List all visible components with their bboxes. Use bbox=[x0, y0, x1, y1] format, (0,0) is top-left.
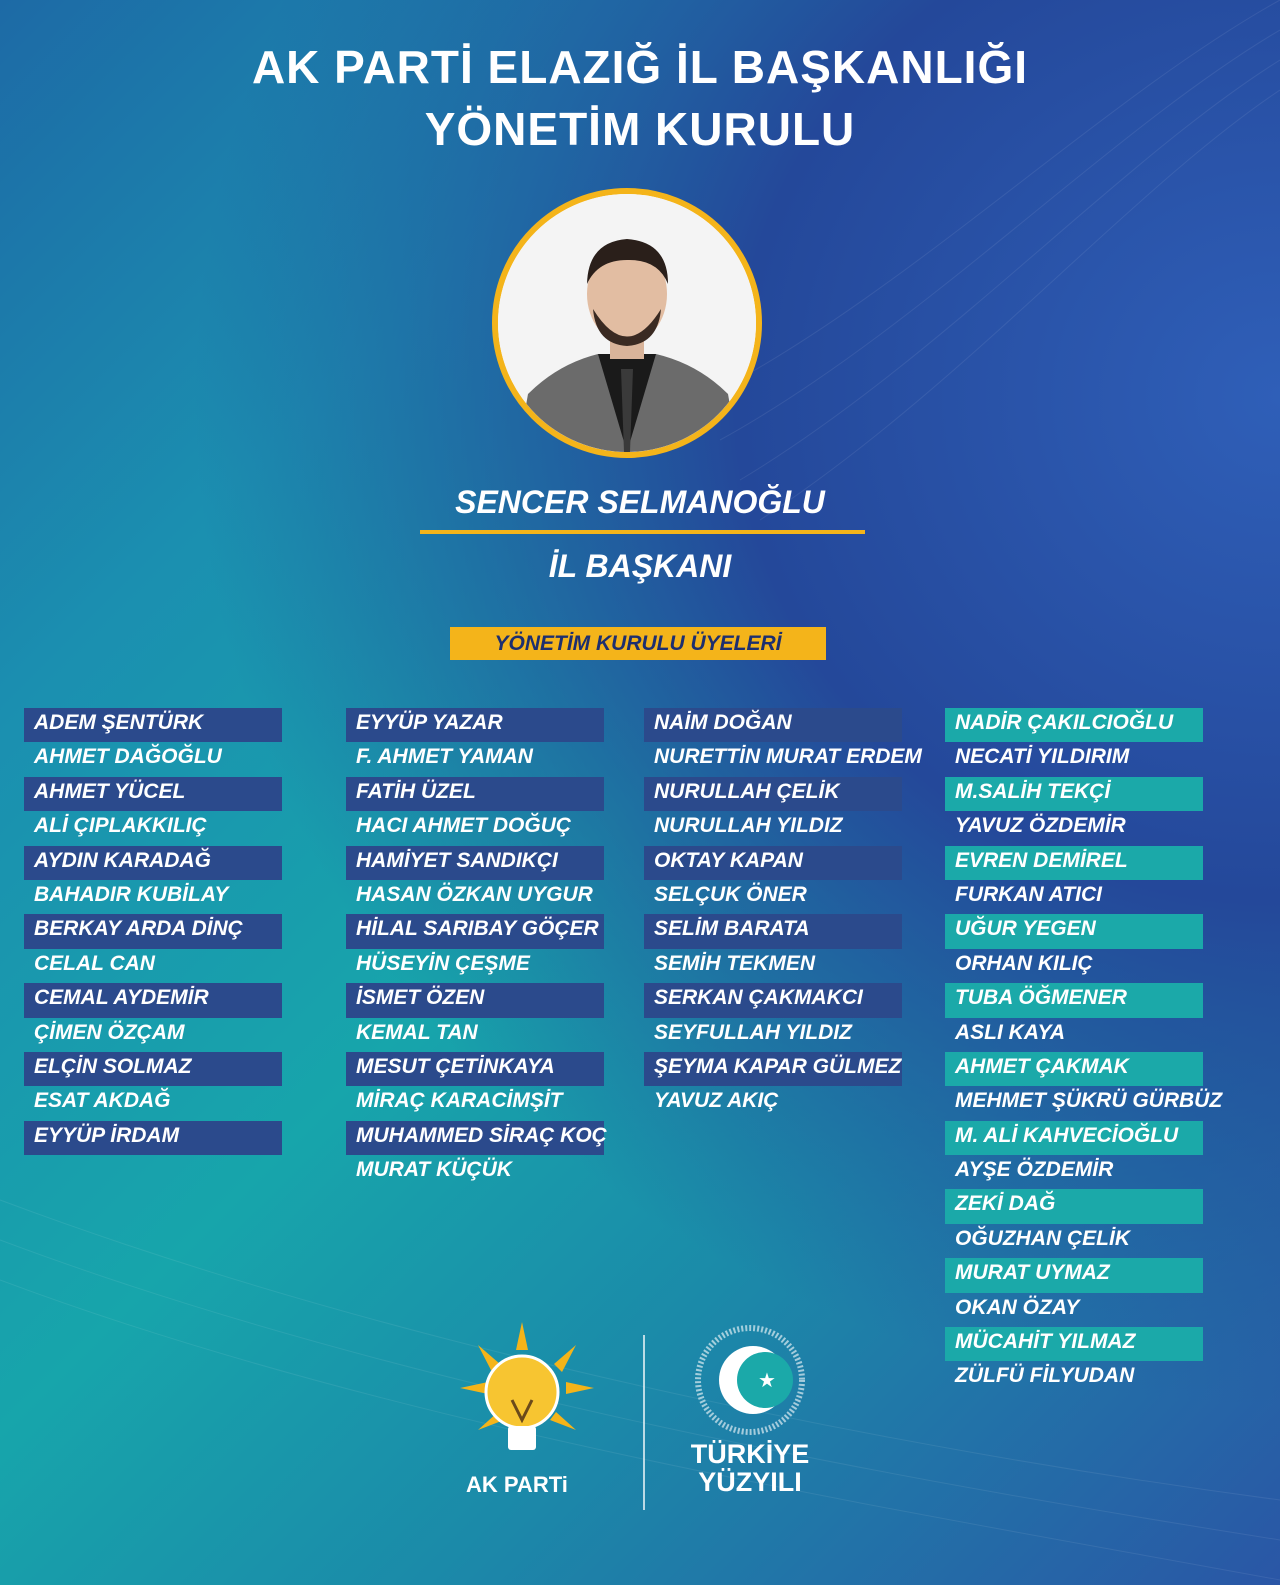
member-name: HİLAL SARIBAY GÖÇER bbox=[346, 914, 604, 948]
member-name: OĞUZHAN ÇELİK bbox=[955, 1226, 1130, 1250]
member-name: ASLI KAYA bbox=[955, 1020, 1066, 1044]
svg-text:★: ★ bbox=[758, 1370, 776, 1392]
member-name: MÜCAHİT YILMAZ bbox=[945, 1327, 1203, 1361]
member-name: ÇİMEN ÖZÇAM bbox=[34, 1020, 185, 1044]
member-name: TUBA ÖĞMENER bbox=[945, 983, 1203, 1017]
member-name: EYYÜP İRDAM bbox=[24, 1121, 282, 1155]
member-name: NURETTİN MURAT ERDEM bbox=[654, 745, 922, 769]
chair-role: İL BAŞKANI bbox=[548, 548, 732, 584]
member-name: YAVUZ AKIÇ bbox=[654, 1089, 779, 1113]
member-name: M.SALİH TEKÇİ bbox=[945, 777, 1203, 811]
member-name: HASAN ÖZKAN UYGUR bbox=[356, 882, 593, 906]
member-name: YAVUZ ÖZDEMİR bbox=[955, 814, 1126, 838]
member-name: MUHAMMED SİRAÇ KOÇ bbox=[346, 1121, 604, 1155]
member-name: ŞEYMA KAPAR GÜLMEZ bbox=[644, 1052, 902, 1086]
member-name: İSMET ÖZEN bbox=[346, 983, 604, 1017]
member-name: EVREN DEMİREL bbox=[945, 846, 1203, 880]
member-name: ELÇİN SOLMAZ bbox=[24, 1052, 282, 1086]
member-name: FURKAN ATICI bbox=[955, 882, 1102, 906]
turkiye-line-1: TÜRKİYE bbox=[690, 1439, 810, 1469]
member-name: HÜSEYİN ÇEŞME bbox=[356, 951, 530, 975]
member-name: BAHADIR KUBİLAY bbox=[34, 882, 229, 906]
member-name: EYYÜP YAZAR bbox=[346, 708, 604, 742]
member-name: CEMAL AYDEMİR bbox=[24, 983, 282, 1017]
member-name: NURULLAH ÇELİK bbox=[644, 777, 902, 811]
member-name: AYŞE ÖZDEMİR bbox=[955, 1158, 1114, 1182]
member-name: AYDIN KARADAĞ bbox=[24, 846, 282, 880]
member-name: ADEM ŞENTÜRK bbox=[24, 708, 282, 742]
member-name: F. AHMET YAMAN bbox=[356, 745, 533, 769]
member-name: SELİM BARATA bbox=[644, 914, 902, 948]
member-name: NECATİ YILDIRIM bbox=[955, 745, 1130, 769]
member-column-2 bbox=[346, 708, 607, 1189]
member-name: M. ALİ KAHVECİOĞLU bbox=[945, 1121, 1203, 1155]
turkiye-yuzyili-label bbox=[680, 1440, 820, 1496]
member-name: OKAN ÖZAY bbox=[955, 1295, 1080, 1319]
member-name: OKTAY KAPAN bbox=[644, 846, 902, 880]
member-name: AHMET ÇAKMAK bbox=[945, 1052, 1203, 1086]
members-heading: YÖNETİM KURULU ÜYELERİ bbox=[450, 627, 826, 660]
chair-name: SENCER SELMANOĞLU bbox=[455, 484, 825, 520]
member-column-1 bbox=[24, 708, 282, 1155]
member-name: MESUT ÇETİNKAYA bbox=[346, 1052, 604, 1086]
member-name: MURAT KÜÇÜK bbox=[356, 1158, 512, 1182]
member-name: KEMAL TAN bbox=[356, 1020, 478, 1044]
member-name: AHMET DAĞOĞLU bbox=[34, 745, 222, 769]
logo-divider bbox=[643, 1335, 645, 1510]
turkiye-yuzyili-emblem bbox=[695, 1325, 805, 1435]
member-name: ZEKİ DAĞ bbox=[945, 1189, 1203, 1223]
member-name: MİRAÇ KARACİMŞİT bbox=[356, 1089, 563, 1113]
turkiye-line-2: YÜZYILI bbox=[698, 1467, 802, 1497]
member-name: BERKAY ARDA DİNÇ bbox=[24, 914, 282, 948]
member-name: SERKAN ÇAKMAKCI bbox=[644, 983, 902, 1017]
title-line-1: AK PARTİ ELAZIĞ İL BAŞKANLIĞI bbox=[251, 41, 1029, 93]
poster-title bbox=[0, 36, 1280, 160]
member-name: FATİH ÜZEL bbox=[346, 777, 604, 811]
member-name: MEHMET ŞÜKRÜ GÜRBÜZ bbox=[955, 1089, 1223, 1113]
title-line-2: YÖNETİM KURULU bbox=[424, 103, 856, 155]
member-name: HAMİYET SANDIKÇI bbox=[346, 846, 604, 880]
member-name: HACI AHMET DOĞUÇ bbox=[356, 814, 572, 838]
member-name: ZÜLFÜ FİLYUDAN bbox=[955, 1364, 1135, 1388]
name-underline bbox=[420, 530, 865, 534]
member-name: MURAT UYMAZ bbox=[945, 1258, 1203, 1292]
member-name: NURULLAH YILDIZ bbox=[654, 814, 843, 838]
member-name: ORHAN KILIÇ bbox=[955, 951, 1093, 975]
member-name: ALİ ÇIPLAKKILIÇ bbox=[34, 814, 207, 838]
member-name: UĞUR YEGEN bbox=[945, 914, 1203, 948]
ak-parti-label: AK PARTi bbox=[466, 1472, 568, 1497]
member-name: SEMİH TEKMEN bbox=[654, 951, 816, 975]
member-name: ESAT AKDAĞ bbox=[34, 1089, 171, 1113]
chair-portrait bbox=[492, 188, 762, 458]
member-name: NADİR ÇAKILCIOĞLU bbox=[945, 708, 1203, 742]
member-name: SELÇUK ÖNER bbox=[654, 882, 807, 906]
member-column-4 bbox=[945, 708, 1223, 1396]
member-name: AHMET YÜCEL bbox=[24, 777, 282, 811]
member-column-3 bbox=[644, 708, 922, 1121]
member-name: NAİM DOĞAN bbox=[644, 708, 902, 742]
member-name: CELAL CAN bbox=[34, 951, 155, 975]
member-name: SEYFULLAH YILDIZ bbox=[654, 1020, 852, 1044]
